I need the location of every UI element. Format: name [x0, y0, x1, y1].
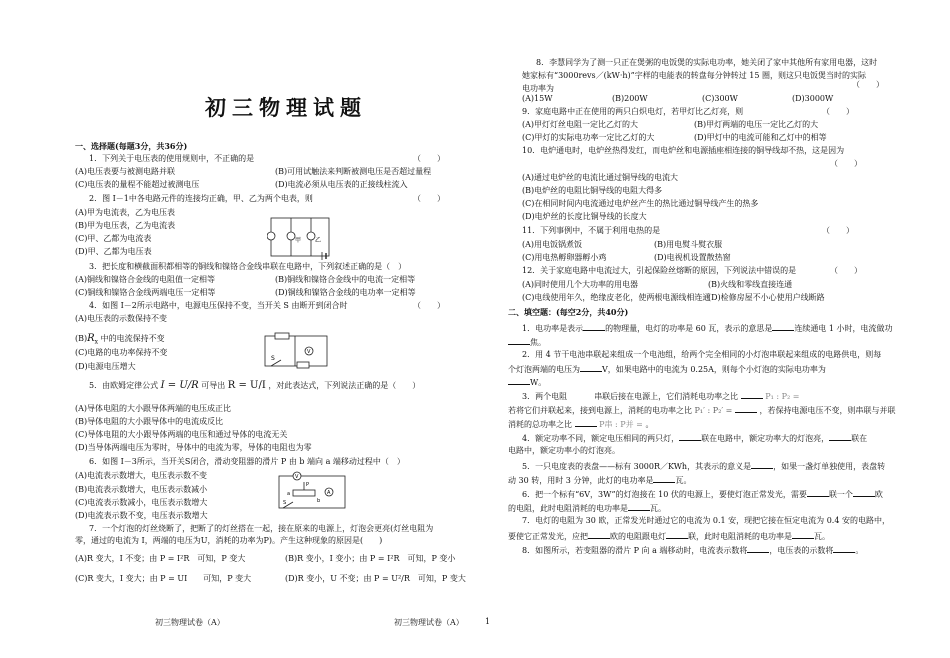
fill-q6-blank-3[interactable] — [628, 502, 650, 511]
fill-q4-text-c: 联在 — [851, 434, 868, 443]
fill-q3-ratio-series: P₁ : P₂ = — [765, 392, 800, 401]
q4-stem: 4．如图 I－2所示电路中，电源电压保持不变，当开关 S 由断开到闭合时 — [89, 301, 348, 310]
fig3-label-v: V — [295, 474, 299, 480]
q9-option-c: (C)甲灯的实际电功率一定比乙灯的大 — [522, 133, 655, 142]
q2-option-c: (C)甲、乙都为电流表 — [75, 234, 152, 243]
q9-paren: （ ） — [822, 107, 854, 116]
fill-q3-line2 — [508, 404, 895, 416]
fill-q3-blank-1[interactable] — [741, 390, 763, 399]
q8-option-b: (B)200W — [612, 94, 648, 103]
q2-stem: 2．图 I－1中各电路元件的连接均正确，甲、乙为两个电表，则 — [89, 194, 313, 203]
q4-option-b-symbol: R — [87, 333, 95, 344]
footer-left: 初三物理试卷（A） — [155, 618, 225, 627]
q7-option-a: (A)R 变大，I 不变；由 P = I²R 可知，P 变大 — [75, 554, 246, 563]
fill-q2-line2 — [508, 363, 826, 375]
q12-option-a: (A)同时使用几个大功率的用电器 — [522, 280, 639, 289]
q6-option-b: (B)电流表示数增大，电压表示数减小 — [75, 485, 208, 494]
fill-q3-text-a: 3．两个电阻 — [522, 392, 568, 401]
fill-q4-text-b: 联在电路中，额定功率大的灯泡亮， — [701, 434, 830, 443]
q1-option-c: (C)电压表的量程不能超过被测电压 — [75, 180, 200, 189]
fill-q2-line3 — [508, 376, 546, 388]
q9-option-b: (B)甲灯两端的电压一定比乙灯的大 — [694, 120, 819, 129]
fill-q8-blank-2[interactable] — [833, 544, 855, 553]
fill-q2-blank-1[interactable] — [580, 363, 602, 372]
q7-option-d: (D)R 变小，U 不变；由 P = U²/R 可知，P 变大 — [285, 574, 466, 583]
fill-q7-text-b: 欧的电阻跟电灯 — [610, 532, 666, 541]
fill-q8-text-a: 8．如图所示，若变阻器的滑片 P 向 a 端移动时，电流表示数将 — [522, 546, 748, 555]
fig3-label-a: A — [327, 490, 331, 496]
fill-q3-ratio-parallel: P₁′ : P₂′ = — [694, 406, 733, 415]
fill-q7-text-a: 要使它正常发光，应把 — [508, 532, 588, 541]
q9-option-d: (D)甲灯中的电流可能和乙灯中的相等 — [694, 133, 827, 142]
q4-option-b — [75, 334, 165, 348]
fill-q5-line1 — [522, 460, 885, 472]
q9-stem: 9．家庭电路中正在使用的两只白炽电灯，若甲灯比乙灯亮，则 — [522, 107, 744, 116]
fill-q6-blank-1[interactable] — [807, 488, 829, 497]
fig2-label-s: S — [271, 355, 275, 362]
fill-q6-blank-2[interactable] — [853, 488, 875, 497]
q5-text-suffix: ，对此表达式，下列说法正确的是（ ） — [268, 381, 421, 390]
q7-option-b: (B)R 变小，I 变小；由 P = I²R 可知，P 变小 — [285, 554, 456, 563]
q12-paren: （ ） — [830, 266, 862, 275]
q8-stem-line1: 8．李慧同学为了测一只正在煲粥的电饭煲的实际电功率，她关闭了家中其他所有家用电器，这时 — [536, 58, 878, 67]
q7-stem-line1: 7．一个灯泡的灯丝烧断了，把断了的灯丝搭在一起，接在原来的电源上，灯泡会更亮(灯丝电阻为 — [89, 524, 434, 533]
fill-q3-blank-3[interactable] — [575, 418, 597, 427]
fill-q6-text-a: 6．把一个标有“6V，3W”的灯泡接在 10 伏的电源上，要使灯泡正常发光，需要 — [522, 490, 807, 499]
fill-q6-line2 — [508, 502, 666, 514]
fill-q3-text-f: 。 — [645, 420, 654, 429]
section1-heading: 一、选择题(每题3分，共36分) — [75, 141, 188, 151]
q4-option-a: (A)电压表的示数保持不变 — [75, 314, 168, 323]
fill-q3-line3 — [508, 418, 653, 430]
fill-q5-blank-1[interactable] — [751, 460, 773, 469]
fill-q2-text-b: V，如果电路中的电流为 0.25A，则每个小灯泡的实际电功率为 — [602, 365, 826, 374]
q10-option-c: (C)在相同时间内电流通过电炉丝产生的热比通过铜导线产生的热多 — [522, 199, 759, 208]
fill-q3-blank-2[interactable] — [735, 404, 757, 413]
q11-option-c: (C)用电热孵卵器孵小鸡 — [522, 253, 607, 262]
q1-option-a: (A)电压表要与被测电路并联 — [75, 167, 176, 176]
fill-q1-text-d: 焦。 — [530, 338, 546, 347]
q6-option-a: (A)电流表示数增大，电压表示数不变 — [75, 471, 208, 480]
q5-option-b: (B)导体电阻的大小跟导体中的电流成反比 — [75, 417, 224, 426]
q11-option-b: (B)用电熨斗熨衣服 — [654, 240, 723, 249]
q4-option-b-text: 中的电流保持不变 — [98, 334, 165, 343]
fill-q7-line1: 7．电灯的电阻为 30 欧，正常发光时通过它的电流为 0.1 安，现把它接在恒定电流为 0.4 安的电路中， — [522, 516, 890, 525]
q5-text-prefix: 5．由欧姆定律公式 — [89, 381, 159, 390]
fill-q7-blank-1[interactable] — [588, 530, 610, 539]
fig3-label-s: S — [283, 500, 287, 506]
fill-q2-text-c: W。 — [530, 378, 547, 387]
figure-circuit-2 — [261, 330, 333, 372]
fill-q7-text-d: 瓦。 — [814, 532, 830, 541]
q4-option-c: (C)电路的电功率保持不变 — [75, 348, 168, 357]
fill-q1-text-b: 的物理量，电灯的功率是 60 瓦，表示的意思是 — [605, 324, 773, 333]
fill-q4-line2: 电路中，额定功率小的灯泡亮。 — [508, 446, 620, 455]
fill-q5-text-b: ，如果一盏灯单独使用，表盘转 — [773, 462, 886, 471]
q11-paren: （ ） — [822, 226, 854, 235]
q3-option-a: (A)铜线和镍铬合金线的电阻值一定相等 — [75, 275, 216, 284]
fig2-label-v: V — [307, 349, 311, 355]
q5-formula-ohm: I = U/R — [160, 380, 199, 391]
q10-option-b: (B)电炉丝的电阻比铜导线的电阻大得多 — [522, 186, 663, 195]
q3-option-c: (C)铜线和镍铬合金线两端电压一定相等 — [75, 288, 216, 297]
fill-q3-text-e: 消耗的总功率之比 — [508, 420, 572, 429]
fill-q1-text-a: 1．电功率是表示 — [522, 324, 584, 333]
q8-option-c: (C)300W — [702, 94, 738, 103]
fill-q1-blank-1[interactable] — [583, 322, 605, 331]
fill-q4-line1 — [522, 432, 867, 444]
fill-q4-text-a: 4．额定功率不同，额定电压相同的两只灯， — [522, 434, 680, 443]
fill-q8-text-b: ，电压表的示数将 — [769, 546, 834, 555]
q5-formula-resistance: R = U/I — [227, 380, 266, 391]
q1-option-d: (D)电流必须从电压表的正接线柱流入 — [275, 180, 408, 189]
fill-q4-blank-2[interactable] — [829, 432, 851, 441]
fill-q8 — [522, 544, 863, 556]
q10-stem: 10．电炉通电时，电炉丝热得发红，而电炉丝和电源插座相连接的铜导线却不热，这是因为 — [522, 146, 845, 155]
q4-option-b-prefix: (B) — [75, 334, 88, 343]
fill-q6-line1 — [522, 488, 883, 500]
fig1-label-yi: 乙 — [315, 237, 322, 244]
fill-q3-text-c: 若将它们并联起来，接到电源上，消耗的电功率之比 — [508, 406, 692, 415]
fill-q2-blank-2[interactable] — [508, 376, 530, 385]
q8-stem-line2: 她家标有“3000revs／(kW·h)”字样的电能表的转盘每分钟转过 15 圈，则这只电饭煲当时的实际 — [522, 71, 866, 80]
fill-q8-blank-1[interactable] — [747, 544, 769, 553]
q6-stem: 6．如图 I－3所示，当开关S闭合，滑动变阻器的滑片 P 由 b 端向 a 端移动过程中（ ） — [89, 457, 405, 466]
fill-q1-tail — [508, 336, 546, 348]
fill-q5-blank-2[interactable] — [653, 474, 675, 483]
q2-option-b: (B)甲为电压表，乙为电流表 — [75, 221, 176, 230]
q4-option-b-subscript: x — [94, 338, 99, 346]
fill-q7-blank-3[interactable] — [792, 530, 814, 539]
fill-q5-text-d: 瓦。 — [675, 476, 692, 485]
q6-option-d: (D)电流表示数不变，电压表示数增大 — [75, 511, 208, 520]
fill-q6-text-e: 瓦。 — [650, 504, 666, 513]
q10-option-d: (D)电炉丝的长度比铜导线的长度大 — [522, 212, 647, 221]
fig3-label-a-end: a — [287, 491, 291, 497]
q3-stem: 3．把长度和横截面积都相等的铜线和镍铬合金线串联在电路中，下列叙述正确的是（ ） — [89, 262, 407, 271]
q8-option-d: (D)3000W — [792, 94, 834, 103]
q11-option-d: (D)电视机设置散热窗 — [654, 253, 731, 262]
q2-option-d: (D)甲、乙都为电压表 — [75, 247, 152, 256]
fill-q5-line2 — [508, 474, 691, 486]
q5-option-d: (D)当导体两端电压为零时，导体中的电流为零，导体的电阻也为零 — [75, 443, 312, 452]
q12-stem: 12．关于家庭电路中电流过大，引起保险丝熔断的原因，下列说法中错误的是 — [522, 266, 797, 275]
q9-option-a: (A)甲灯灯丝电阻一定比乙灯的大 — [522, 120, 639, 129]
fill-q3-ratio-power: P串 : P并 = — [599, 420, 643, 429]
fill-q6-text-c: 欧 — [874, 490, 883, 499]
fill-q3-line1 — [522, 390, 800, 402]
q1-stem: 1．下列关于电压表的使用规则中，不正确的是 — [89, 154, 255, 163]
fill-q7-text-c: 联，此时电阻消耗的电功率是 — [688, 532, 792, 541]
q1-option-b: (B)可用试触法来判断被测电压是否超过量程 — [275, 167, 432, 176]
q2-paren: （ ） — [413, 194, 445, 203]
fill-q3-text-d: ，若保持电源电压不变，则串联与并联 — [759, 406, 896, 415]
q10-paren: （ ） — [830, 159, 862, 168]
fill-q2-line1: 2．用 4 节干电池串联起来组成一个电池组，给两个完全相同的小灯泡串联起来组成的电路供电，则每 — [522, 350, 882, 359]
figure-circuit-3 — [275, 468, 351, 514]
q8-stem-line3: 电功率为 — [522, 84, 554, 93]
page-number: 1 — [485, 617, 491, 626]
q3-option-b: (B)铜线和镍铬合金线中的电流一定相等 — [275, 275, 416, 284]
fill-q6-text-d: 的电阻，此时电阻消耗的电功率是 — [508, 504, 628, 513]
fig1-label-jia: 甲 — [295, 237, 302, 244]
section2-heading: 二、填空题：(每空2分，共40分) — [508, 307, 629, 317]
q5-option-c: (C)导体电阻的大小跟导体两端的电压和通过导体的电流无关 — [75, 430, 288, 439]
q8-paren: （ ） — [852, 80, 884, 89]
fill-q3-text-b: 串联后接在电源上，它们消耗电功率之比 — [594, 392, 739, 401]
q8-option-a: (A)15W — [522, 94, 553, 103]
q3-option-d: (D)铜线和镍铬合金线的电功率一定相等 — [275, 288, 416, 297]
fill-q1-text-c: 连续通电 1 小时，电流做功 — [794, 324, 893, 333]
q1-paren: （ ） — [413, 154, 445, 163]
fill-q7-blank-2[interactable] — [666, 530, 688, 539]
q12-option-d: (D)检修房屋不小心使用户线断路 — [708, 293, 825, 302]
fill-q5-text-a: 5．一只电度表的表盘——标有 3000R／KWh，其表示的意义是 — [522, 462, 752, 471]
fill-q7-line2 — [508, 530, 830, 542]
fill-q8-text-c: 。 — [855, 546, 864, 555]
fill-q2-text-a: 个灯泡两端的电压为 — [508, 365, 580, 374]
fig3-label-b-end: b — [317, 498, 321, 504]
q5-option-a: (A)导体电阻的大小跟导体两端的电压成正比 — [75, 404, 232, 413]
fill-q5-text-c: 动 30 转，用时 3 分钟，此灯的电功率是 — [508, 476, 654, 485]
fill-q1-blank-2[interactable] — [772, 322, 794, 331]
q12-option-b: (B)火线和零线直接连通 — [708, 280, 793, 289]
fill-q6-text-b: 联一个 — [828, 490, 853, 499]
q7-stem-line2: 零，通过的电流为 I，两端的电压为U，消耗的功率为P)。产生这种现象的原因是( ) — [75, 536, 383, 545]
footer-right: 初三物理试卷（A） — [394, 618, 464, 627]
q4-option-d: (D)电源电压增大 — [75, 362, 136, 371]
q11-option-a: (A)用电饭锅煮饭 — [522, 240, 583, 249]
q6-option-c: (C)电流表示数减小，电压表示数增大 — [75, 498, 208, 507]
q12-option-c: (C)电线使用年久，绝缘皮老化，使两根电源线相连通 — [522, 293, 711, 302]
fig3-label-p: P — [306, 482, 310, 488]
q11-stem: 11．下列事例中，不属于利用电热的是 — [522, 226, 661, 235]
page-title: 初三物理试题 — [205, 95, 367, 120]
q10-option-a: (A)通过电炉丝的电流比通过铜导线的电流大 — [522, 173, 679, 182]
figure-circuit-1 — [267, 214, 333, 260]
fill-q1-blank-3[interactable] — [508, 336, 530, 345]
q5-text-middle: 可导出 — [201, 381, 226, 390]
q2-option-a: (A)甲为电流表，乙为电压表 — [75, 208, 176, 217]
fill-q1 — [522, 322, 893, 334]
q7-option-c: (C)R 变大，I 变大；由 P = UI 可知，P 变大 — [75, 574, 252, 583]
q4-paren: （ ） — [413, 301, 445, 310]
q5-stem — [89, 381, 420, 391]
fill-q4-blank-1[interactable] — [679, 432, 701, 441]
